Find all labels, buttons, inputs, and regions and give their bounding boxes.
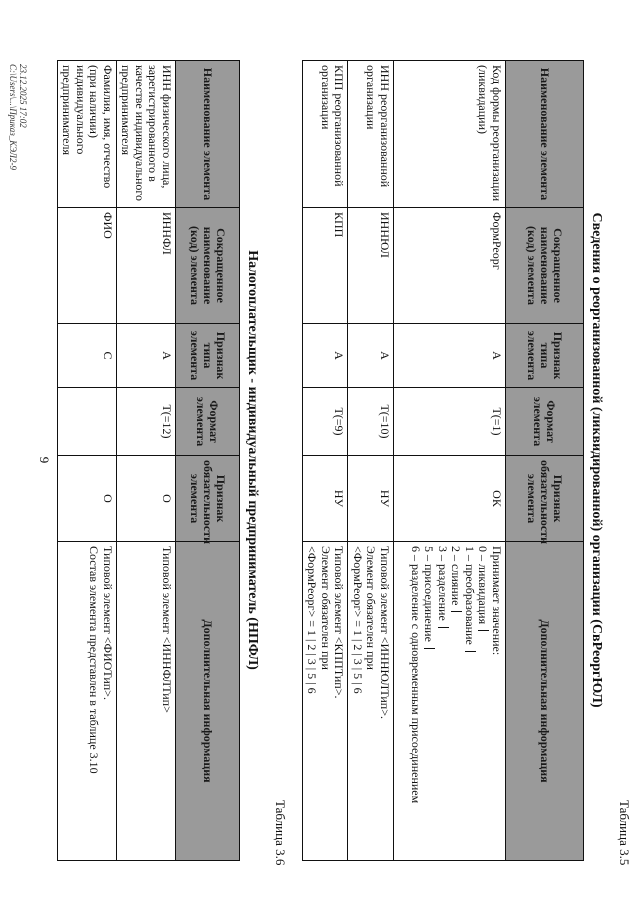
footer-timestamp: 23.12.2025 17:02 [18,64,28,128]
cell-name: ИНН физического лица, зарегистрированного в качестве индивидуального предпринимателя [117,61,176,208]
cell-code: ИННЮЛ [348,208,394,324]
cell-type: А [303,324,349,388]
header-info: Дополнительная информация [176,542,240,861]
cell-name: КПП реорганизованной организации [303,61,349,208]
cell-code: КПП [303,208,349,324]
cell-code: ФИО [58,208,117,324]
cell-type: С [58,324,117,388]
cell-required: НУ [348,456,394,542]
cell-code: ФормРеорг [394,208,506,324]
cell-format: T(=12) [117,388,176,456]
header-name: Наименование элемента [506,61,584,208]
info-line: 1 – преобразование [463,546,477,856]
info-line: Типовой элемент <ИННФЛТип> [160,546,174,713]
cell-info [348,542,394,861]
table-3-6-caption: Налогоплательщик - индивидуальный предприниматель (НПФЛ) [245,250,260,670]
page-number: 9 [37,456,52,464]
table-row [58,61,117,861]
info-line: 3 – разделение [436,546,450,856]
info-line: Типовой элемент <ИННЮЛТип>. [378,546,392,719]
header-info: Дополнительная информация [506,542,584,861]
header-code: Сокращенное наименование (код) элемента [506,208,584,324]
info-line: Типовой элемент <ФИОТип>. [101,546,115,700]
info-line: Типовой элемент <КППТип>. [332,546,347,699]
header-name: Наименование элемента [176,61,240,208]
table-row [348,61,394,861]
info-line: Состав элемента представлен в таблице 3.10 [87,546,102,774]
table-3-5-caption: Сведения о реорганизованной (ликвидированной) организации (СвРеоргЮЛ) [589,212,604,708]
cell-info [58,542,117,861]
cell-required: О [58,456,117,542]
cell-name: Фамилия, имя, отчество (при наличии) индивидуального предпринимателя [58,61,117,208]
info-line: <ФормРеорг> = 1 | 2 | 3 | 5 | 6 [351,546,365,694]
cell-info [394,542,506,861]
cell-name: ИНН реорганизованной организации [348,61,394,208]
table-3-6 [57,60,240,861]
cell-info [117,542,176,861]
table-row [117,61,176,861]
cell-format: T(=1) [394,388,506,456]
cell-name: Код формы реорганизации (ликвидации) [394,61,506,208]
info-line: 5 – присоединение [422,546,436,856]
info-line: 0 – ликвидация [476,546,490,856]
cell-format: T(=10) [348,388,394,456]
cell-code: ИННФЛ [117,208,176,324]
print-footer [8,64,28,170]
cell-type: А [348,324,394,388]
cell-format [58,388,117,456]
info-line: <ФормРеорг> = 1 | 2 | 3 | 5 | 6 [305,546,320,694]
table-row [303,61,349,861]
header-type: Признак типа элемента [506,324,584,388]
info-line: 2 – слияние [449,546,463,856]
info-line: Элемент обязателен при [319,546,333,670]
header-required: Признак обязательности элемента [176,456,240,542]
table-3-6-label: Таблица 3.6 [273,800,288,866]
header-required: Признак обязательности элемента [506,456,584,542]
info-line: Элемент обязателен при [364,546,379,670]
table-row [394,61,506,861]
info-line: Принимает значение: [490,546,504,656]
cell-type: А [117,324,176,388]
header-code: Сокращенное наименование (код) элемента [176,208,240,324]
info-line: 6 – разделение с одновременным присоединением [409,546,423,804]
header-format: Формат элемента [176,388,240,456]
table-header-row [506,61,584,861]
cell-required: О [117,456,176,542]
cell-required: ОК [394,456,506,542]
header-format: Формат элемента [506,388,584,456]
footer-path: C:\Users\...\Приказ_КЭЛ2-9 [8,64,18,170]
cell-format: T(=9) [303,388,349,456]
table-header-row [176,61,240,861]
table-3-5-label: Таблица 3.5 [617,800,632,866]
cell-required: НУ [303,456,349,542]
cell-type: А [394,324,506,388]
header-type: Признак типа элемента [176,324,240,388]
cell-info [303,542,349,861]
table-3-5 [302,60,584,861]
